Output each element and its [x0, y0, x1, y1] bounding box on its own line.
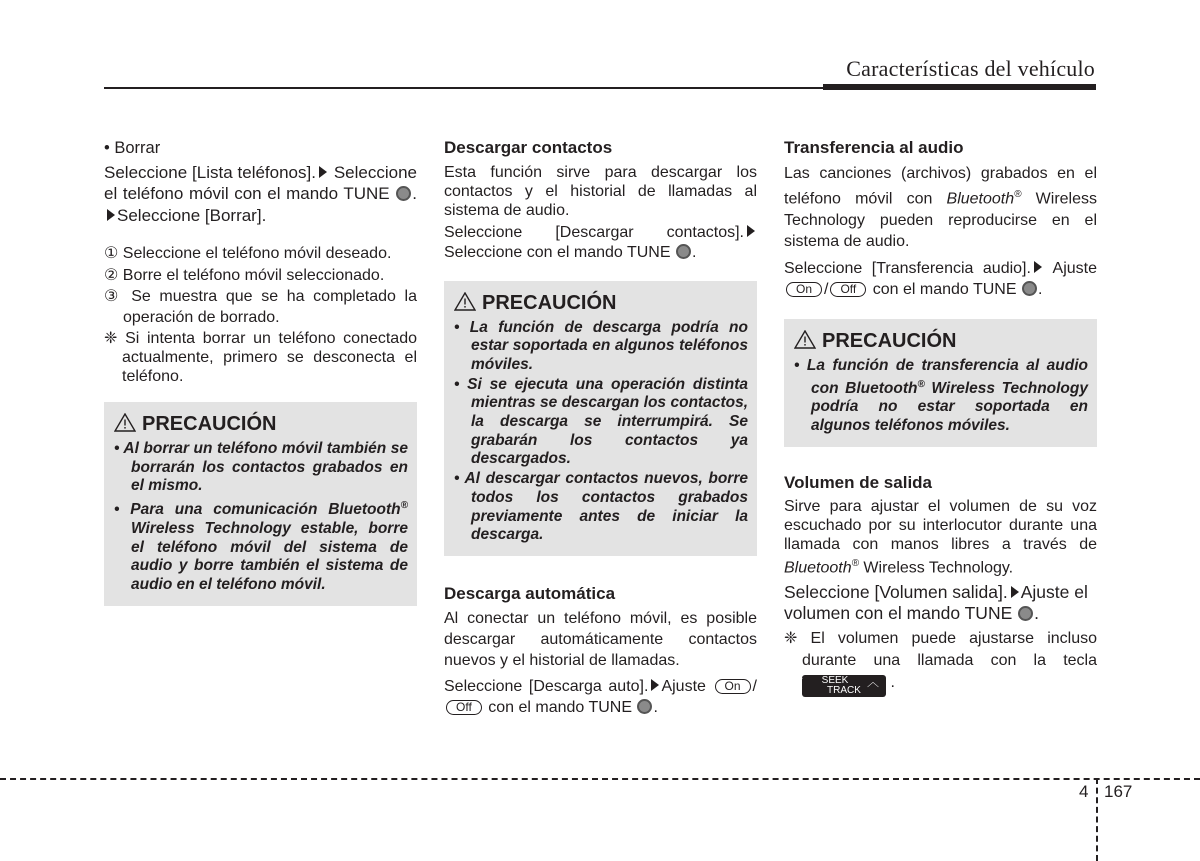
- heading-transferencia-audio: Transferencia al audio: [784, 138, 964, 157]
- instr-text: .: [412, 184, 417, 203]
- caution-box: [444, 281, 757, 556]
- paragraph: [784, 497, 1097, 577]
- arrow-right-icon: [107, 209, 115, 221]
- registered-mark: ®: [851, 558, 859, 570]
- tune-knob-icon: [637, 699, 652, 714]
- paragraph: Esta función sirve para descargar los contactos y el historial de llamadas al sistema de audio.: [444, 163, 757, 219]
- borrar-instructions: [104, 162, 417, 227]
- instr-text: Seleccione [Lista teléfonos].: [104, 162, 316, 182]
- seek-track-key-icon: ﹀ SEEK TRACK ︿: [802, 675, 886, 697]
- tune-knob-icon: [1018, 606, 1033, 621]
- registered-mark: ®: [400, 500, 408, 512]
- slash: /: [824, 281, 829, 299]
- column-1: [104, 138, 417, 606]
- tune-knob-icon: [676, 244, 691, 259]
- caution-box: [104, 402, 417, 606]
- arrow-right-icon: [651, 679, 659, 691]
- instr-text: Ajuste: [1052, 259, 1097, 277]
- page-header-title: Características del vehículo: [846, 56, 1095, 81]
- bluetooth-text: Bluetooth: [946, 190, 1015, 208]
- paragraph: Al conectar un teléfono móvil, es posible descargar automáticamente contactos nuevos y el historial de llamadas.: [444, 610, 757, 670]
- chapter-number: 4: [1079, 782, 1089, 801]
- slash: /: [752, 678, 757, 696]
- column-3: [784, 138, 1097, 700]
- instr-text: Ajuste: [661, 678, 706, 696]
- caution-text: Bluetooth: [328, 501, 401, 519]
- heading-volumen-salida: Volumen de salida: [784, 472, 933, 492]
- track-label: TRACK: [827, 684, 861, 696]
- bluetooth-text: Bluetooth: [784, 559, 852, 577]
- header-rule-accent: [823, 84, 1096, 90]
- note-text: .: [890, 673, 895, 691]
- on-button-icon: On: [786, 282, 822, 297]
- off-button-icon: Off: [446, 700, 482, 715]
- step-item: ② Borre el teléfono móvil seleccionado.: [104, 266, 385, 284]
- arrow-right-icon: [319, 166, 327, 178]
- caution-text: • Para una comunicación: [114, 501, 318, 519]
- footer-rule: [0, 778, 1200, 780]
- caution-title-text: PRECAUCIÓN: [482, 291, 617, 314]
- footer-divider: [1096, 778, 1098, 861]
- warning-triangle-icon: [114, 413, 136, 432]
- paragraph: [784, 163, 1097, 253]
- caution-text: • La función de transferencia al audio con Bluetooth: [794, 356, 1088, 397]
- column-2: [444, 138, 757, 721]
- instr-text: Seleccione con el mando TUNE: [444, 243, 671, 261]
- para-text: Wireless Technology.: [858, 559, 1014, 577]
- instr-text: con el mando TUNE: [488, 699, 633, 717]
- instr-text: con el mando TUNE: [872, 281, 1017, 299]
- caution-item: • Si se ejecuta una operación distinta mientras se descargan los contactos, la descarga se interrumpirá. Se grabarán los contactos ya descargados.: [454, 375, 748, 468]
- arrow-right-icon: [1034, 261, 1042, 273]
- caution-text: Wireless Technology estable, borre el teléfono móvil del sistema de audio y borre también el sistema de audio en el teléfono móvil.: [131, 519, 408, 594]
- caution-item: • La función de descarga podría no estar soportada en algunos teléfonos móviles.: [454, 318, 748, 373]
- registered-mark: ®: [1014, 189, 1022, 200]
- instr-text: .: [1034, 603, 1040, 624]
- caution-item: [114, 497, 408, 595]
- registered-mark: ®: [917, 378, 925, 390]
- instr-text: Seleccione [Descargar contactos].: [444, 223, 744, 241]
- step-item: ① Seleccione el teléfono móvil deseado.: [104, 245, 392, 262]
- instr-text: .: [691, 243, 697, 261]
- caution-text: Wireless Technology podría no estar soportada en algunos teléfonos móviles.: [811, 379, 1088, 435]
- note-item: [784, 628, 1097, 697]
- instr-text: Seleccione el teléfono móvil con el mando TUNE: [104, 162, 417, 203]
- para-text: Sirve para ajustar el volumen de su voz escuchado por su interlocutor durante una llamada con manos libres a través de: [784, 498, 1097, 554]
- caution-list: [114, 440, 408, 595]
- heading-descarga-automatica: Descarga automática: [444, 583, 616, 603]
- instr-text: Ajuste el volumen con el mando TUNE: [784, 581, 1088, 624]
- caution-title-text: PRECAUCIÓN: [822, 329, 957, 352]
- caution-title: [114, 412, 408, 436]
- steps-list: [104, 244, 417, 386]
- caution-item: [794, 357, 1088, 436]
- note-item: ❈ Si intenta borrar un teléfono conectado actualmente, primero se desconecta el teléfono.: [104, 330, 417, 385]
- step-item: ③ Se muestra que se ha completado la operación de borrado.: [104, 288, 417, 326]
- paragraph: [444, 676, 757, 718]
- instr-text: .: [653, 699, 658, 717]
- tune-knob-icon: [396, 186, 411, 201]
- para-text: Wireless Technology pueden reproducirse en el sistema de audio.: [784, 190, 1097, 251]
- caution-list: [794, 357, 1088, 436]
- instr-text: Seleccione [Descarga auto].: [444, 678, 649, 696]
- caution-title-text: PRECAUCIÓN: [142, 413, 277, 435]
- bullet-borrar: • Borrar: [104, 139, 161, 157]
- page-number: 167: [1104, 782, 1133, 801]
- arrow-right-icon: [747, 225, 755, 237]
- instr-text: Seleccione [Volumen salida].: [784, 581, 1008, 602]
- instr-text: .: [1037, 281, 1043, 299]
- caution-item: • Al borrar un teléfono móvil también se borrarán los contactos grabados en el mismo.: [114, 440, 408, 495]
- para-text: Las canciones (archivos) grabados en el teléfono móvil con: [784, 164, 1097, 208]
- caution-item: • Al descargar contactos nuevos, borre todos los contactos grabados previamente antes de iniciar la descarga.: [454, 470, 748, 544]
- caution-box: [784, 319, 1097, 447]
- paragraph: [444, 223, 757, 263]
- seek-label: SEEK: [821, 674, 849, 686]
- caution-list: [454, 319, 748, 545]
- arrow-right-icon: [1011, 586, 1019, 598]
- warning-triangle-icon: [454, 292, 476, 311]
- off-button-icon: Off: [830, 282, 866, 297]
- instr-text: Seleccione [Transferencia audio].: [784, 259, 1031, 277]
- caution-title: [794, 329, 1088, 353]
- note-text: ❈ El volumen puede ajustarse incluso durante una llamada con la tecla: [784, 629, 1097, 669]
- tune-knob-icon: [1022, 281, 1037, 296]
- paragraph: [784, 258, 1097, 301]
- heading-descargar-contactos: Descargar contactos: [444, 138, 613, 157]
- paragraph: [784, 582, 1097, 625]
- instr-text: Seleccione [Borrar].: [117, 205, 267, 225]
- on-button-icon: On: [715, 679, 751, 694]
- warning-triangle-icon: [794, 330, 816, 349]
- caution-title: [454, 291, 748, 315]
